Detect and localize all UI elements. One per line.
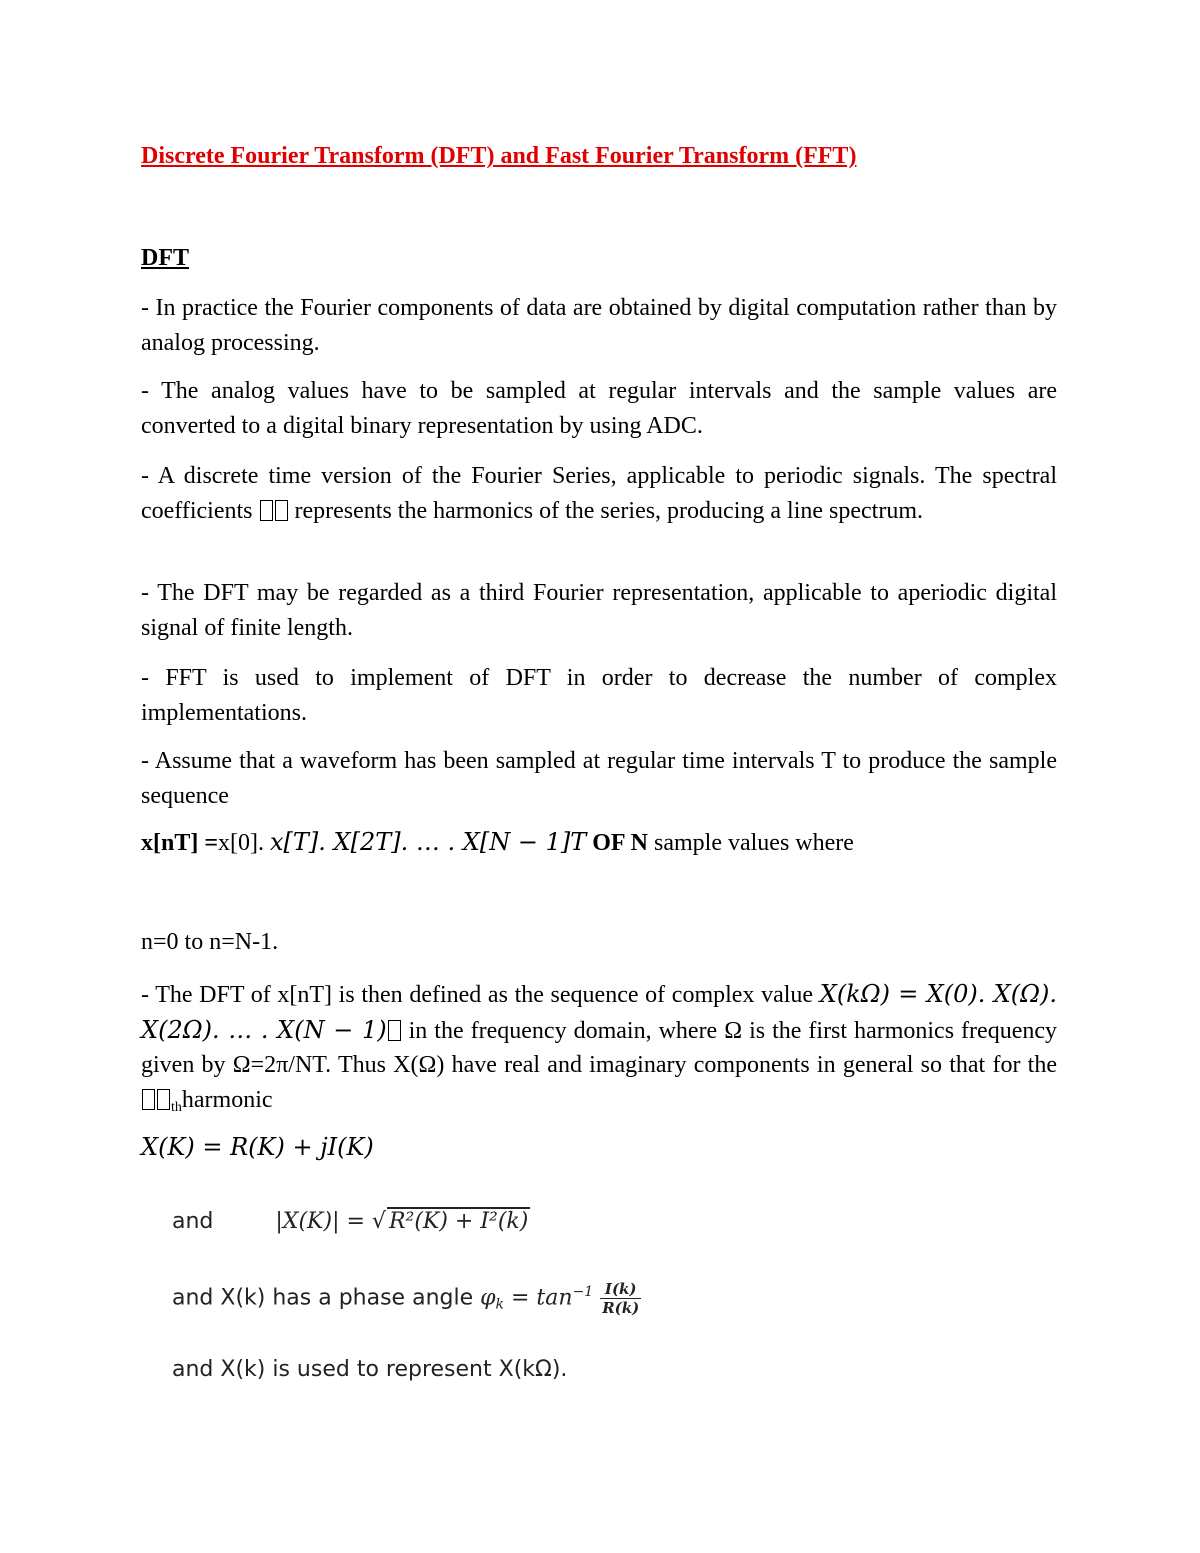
sequence-tail: sample values where xyxy=(648,830,854,856)
sequence-terms: x[T]. X[2T]. … . X[N − 1]T xyxy=(270,828,587,856)
sqrt-icon: √ xyxy=(371,1209,386,1234)
dft-def-text-b: in the frequency domain, where Ω is the first harmonics frequency given by Ω=2π/NT. Thus X(Ω) have real and imaginary components in general so that for the xyxy=(141,1017,1057,1078)
range-line: n=0 to n=N-1. xyxy=(141,929,279,955)
dft-def-text-c: harmonic xyxy=(181,1086,273,1113)
formula-phase-phi: φ xyxy=(480,1285,496,1311)
paragraph-fft-usage: - FFT is used to implement of DFT in order to decrease the number of complex implementations. xyxy=(141,665,1057,726)
dft-def-text-a: - The DFT of x[nT] is then defined as the sequence of complex value xyxy=(141,982,814,1008)
formula-magnitude-radicand: R²(K) + I²(k) xyxy=(388,1209,529,1234)
paragraph-third-representation: - The DFT may be regarded as a third Fourier representation, applicable to aperiodic digital signal of finite length. xyxy=(141,580,1057,641)
paragraph-fourier-series xyxy=(141,459,1057,528)
dft-def-sub: th xyxy=(171,1099,182,1115)
formula-magnitude-label: and xyxy=(172,1209,214,1234)
formula-phase xyxy=(172,1280,641,1317)
missing-glyph-icon xyxy=(387,1018,402,1044)
document-title: Discrete Fourier Transform (DFT) and Fast Fourier Transform (FFT) xyxy=(141,143,857,169)
formula-phase-phi-sub: k xyxy=(495,1296,505,1313)
formula-phase-label: and X(k) has a phase angle xyxy=(172,1285,481,1311)
formula-phase-eq: = tan xyxy=(504,1285,573,1311)
formula-phase-num: I(k) xyxy=(600,1280,641,1299)
paragraph-digital-computation: - In practice the Fourier components of data are obtained by digital computation rather than by analog processing. xyxy=(141,295,1057,356)
series-text-a: - A discrete time version of the Fourier Series, applicable to periodic signals. The spectral coefficients xyxy=(141,463,1057,524)
equation-xk: X(K) = R(K) + jI(K) xyxy=(141,1133,374,1161)
section-heading-dft: DFT xyxy=(141,245,189,271)
series-text-b: represents the harmonics of the series, producing a line spectrum. xyxy=(294,497,923,524)
formula-phase-sup: −1 xyxy=(572,1284,594,1301)
sequence-x0: x[0]. xyxy=(218,830,270,856)
sequence-line xyxy=(141,828,854,857)
sequence-lhs: x[nT] = xyxy=(141,830,219,856)
formula-represent: and X(k) is used to represent X(kΩ). xyxy=(172,1357,568,1382)
paragraph-sampling-adc: - The analog values have to be sampled at regular intervals and the sample values are converted to a digital binary representation by using ADC. xyxy=(141,378,1057,439)
paragraph-dft-definition xyxy=(141,977,1057,1125)
missing-glyph-icon xyxy=(259,498,289,524)
missing-glyph-icon xyxy=(141,1087,171,1113)
dft-def-x0: X(0). X(Ω). X(2Ω). … . X(N − 1) xyxy=(141,980,1058,1044)
formula-magnitude-lhs: |X(K)| = xyxy=(275,1209,372,1234)
formula-magnitude xyxy=(172,1207,530,1234)
dft-def-xk: X(kΩ) = xyxy=(819,980,927,1008)
paragraph-waveform-sampled: - Assume that a waveform has been sampled at regular time intervals T to produce the sample sequence xyxy=(141,748,1057,809)
formula-phase-den: R(k) xyxy=(602,1299,640,1317)
sequence-of-n: OF N xyxy=(586,830,648,856)
formula-phase-fraction xyxy=(600,1280,641,1317)
